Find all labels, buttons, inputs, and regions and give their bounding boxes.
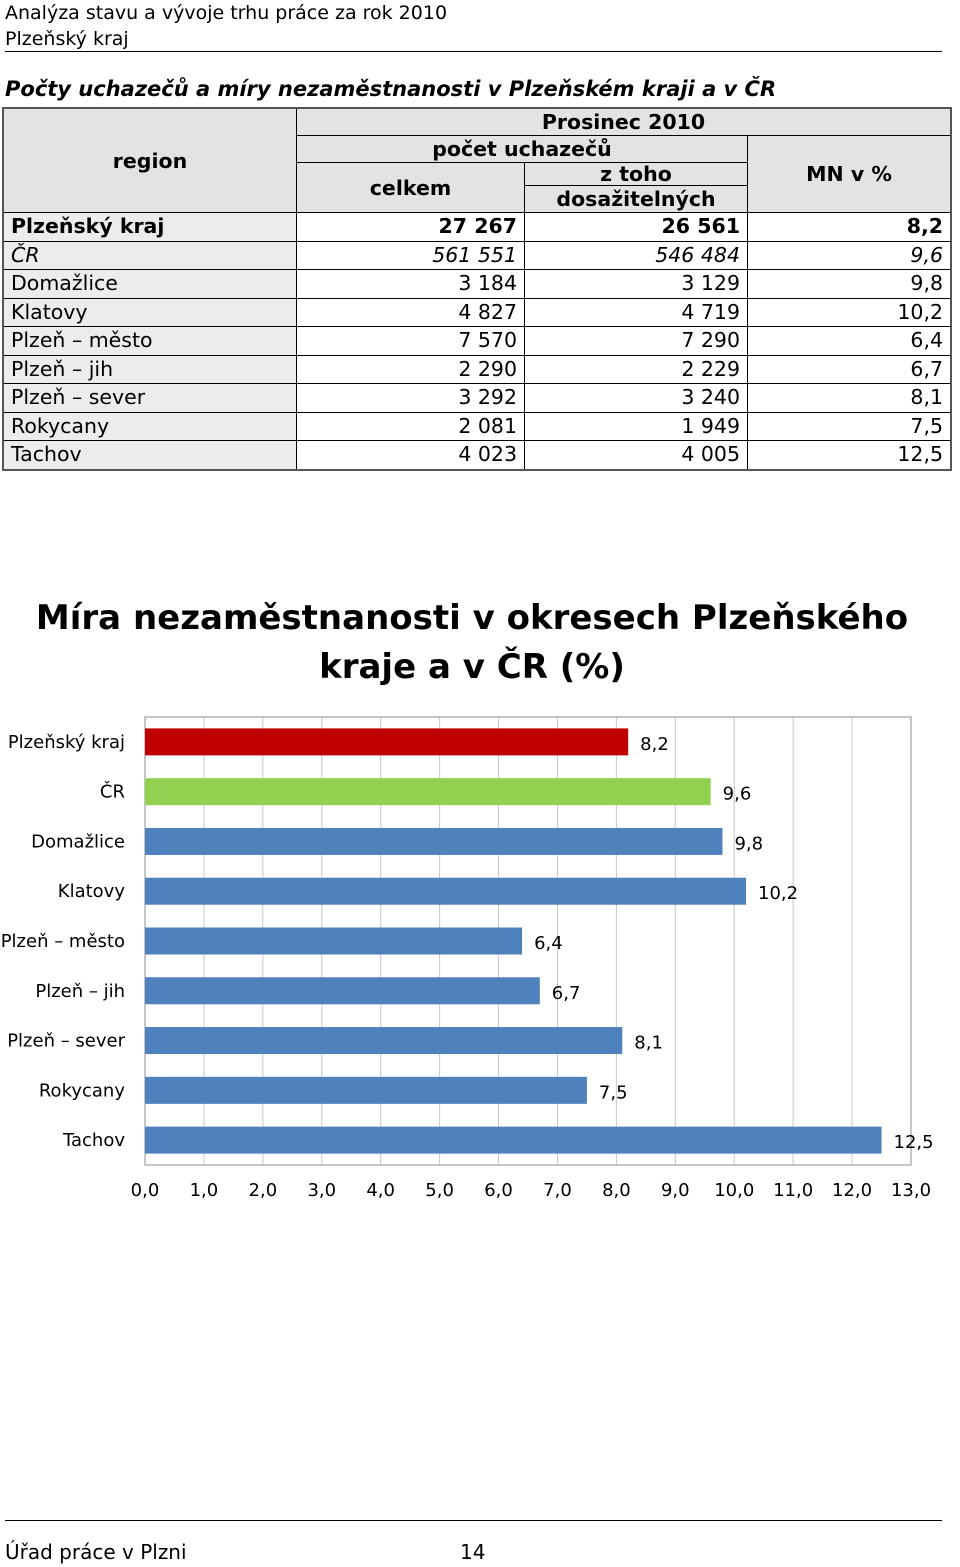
x-tick-label: 9,0 [660, 1180, 690, 1201]
bar [145, 928, 522, 955]
cell-total: 27 267 [297, 213, 525, 242]
cell-available: 4 005 [525, 441, 748, 470]
table-row [4, 270, 951, 299]
cell-total: 2 290 [297, 355, 525, 384]
category-label: Plzeňský kraj [7, 731, 125, 753]
period-header: Prosinec 2010 [297, 109, 951, 136]
cell-region: Plzeň – jih [4, 355, 297, 384]
data-label: 8,1 [634, 1032, 663, 1054]
cell-rate: 7,5 [748, 412, 951, 441]
x-tick-label: 2,0 [248, 1180, 278, 1201]
cell-rate: 12,5 [748, 441, 951, 470]
col-region-header: region [4, 109, 297, 213]
unemployment-rate-chart [0, 585, 960, 1235]
data-label: 6,7 [551, 982, 581, 1004]
table-row [4, 441, 951, 470]
cell-total: 7 570 [297, 327, 525, 356]
col-rate-header: MN v % [748, 136, 951, 213]
col-available-header-line2: dosažitelných [525, 186, 748, 213]
x-tick-label: 11,0 [773, 1180, 814, 1201]
cell-region: Plzeň – sever [4, 384, 297, 413]
x-tick-label: 13,0 [890, 1180, 932, 1201]
col-available-header-line1: z toho [525, 163, 748, 186]
data-label: 9,6 [722, 783, 752, 805]
bar [145, 728, 628, 755]
cell-total: 2 081 [297, 412, 525, 441]
category-label: Rokycany [38, 1080, 125, 1102]
cell-rate: 8,2 [748, 213, 951, 242]
data-label: 8,2 [640, 733, 669, 755]
x-tick-label: 12,0 [832, 1180, 873, 1201]
data-label: 10,2 [758, 883, 799, 905]
category-label: Klatovy [57, 881, 125, 903]
x-tick-label: 6,0 [484, 1180, 513, 1201]
cell-total: 4 827 [297, 298, 525, 327]
page-number: 14 [460, 1540, 486, 1564]
cell-available: 4 719 [525, 298, 748, 327]
table-body [4, 213, 951, 470]
cell-region: Klatovy [4, 298, 297, 327]
category-label: Domažlice [31, 831, 125, 853]
bar [145, 828, 722, 855]
cell-region: Domažlice [4, 270, 297, 299]
x-tick-label: 0,0 [130, 1180, 160, 1201]
table-row [4, 384, 951, 413]
cell-available: 26 561 [525, 213, 748, 242]
bar [145, 1127, 882, 1154]
header-title: Analýza stavu a vývoje trhu práce za rok 2010 [5, 2, 448, 24]
table-row [4, 298, 951, 327]
cell-region: ČR [4, 241, 297, 270]
category-label: ČR [99, 781, 125, 803]
x-tick-label: 5,0 [425, 1180, 454, 1201]
table-row [4, 213, 951, 242]
data-label: 12,5 [893, 1132, 934, 1154]
category-label: Tachov [62, 1130, 125, 1152]
data-label: 9,8 [734, 833, 764, 855]
table-row [4, 241, 951, 270]
cell-available: 7 290 [525, 327, 748, 356]
x-tick-label: 3,0 [307, 1180, 337, 1201]
col-total-header: celkem [297, 163, 525, 213]
data-label: 6,4 [534, 933, 563, 954]
cell-available: 546 484 [525, 241, 748, 270]
category-label: Plzeň – sever [7, 1030, 125, 1052]
cell-rate: 8,1 [748, 384, 951, 413]
cell-available: 3 129 [525, 270, 748, 299]
chart-title-line2: kraje a v ČR (%) [319, 647, 625, 687]
cell-rate: 10,2 [748, 298, 951, 327]
cell-total: 4 023 [297, 441, 525, 470]
x-tick-label: 1,0 [189, 1180, 219, 1201]
x-tick-label: 7,0 [543, 1180, 572, 1201]
cell-available: 2 229 [525, 355, 748, 384]
bar [145, 1027, 622, 1054]
cell-total: 3 184 [297, 270, 525, 299]
category-label: Plzeň – jih [35, 980, 125, 1002]
cell-rate: 9,8 [748, 270, 951, 299]
bar [145, 878, 746, 905]
bar [145, 778, 711, 805]
cell-region: Plzeň – město [4, 327, 297, 356]
cell-available: 1 949 [525, 412, 748, 441]
x-tick-label: 8,0 [602, 1180, 631, 1201]
footer-office: Úřad práce v Plzni [5, 1540, 187, 1564]
header-region: Plzeňský kraj [5, 28, 129, 50]
cell-region: Plzeňský kraj [4, 213, 297, 242]
bar [145, 1077, 587, 1104]
cell-region: Tachov [4, 441, 297, 470]
category-label: Plzeň – město [0, 931, 125, 952]
table-row [4, 412, 951, 441]
cell-rate: 9,6 [748, 241, 951, 270]
x-tick-label: 4,0 [366, 1180, 396, 1201]
data-label: 7,5 [598, 1082, 628, 1104]
chart-title-line1: Míra nezaměstnanosti v okresech Plzeňského [35, 598, 909, 638]
plot-area [1, 717, 934, 1201]
bar [145, 977, 540, 1004]
cell-rate: 6,4 [748, 327, 951, 356]
cell-available: 3 240 [525, 384, 748, 413]
cell-region: Rokycany [4, 412, 297, 441]
footer-rule [5, 1520, 942, 1521]
table-row [4, 327, 951, 356]
unemployment-table [3, 108, 951, 470]
count-group-header: počet uchazečů [297, 136, 748, 163]
x-tick-label: 10,0 [714, 1180, 755, 1201]
cell-total: 3 292 [297, 384, 525, 413]
cell-rate: 6,7 [748, 355, 951, 384]
cell-total: 561 551 [297, 241, 525, 270]
table-row [4, 355, 951, 384]
header-rule [5, 51, 942, 52]
section-title: Počty uchazečů a míry nezaměstnanosti v Plzeňském kraji a v ČR [5, 77, 777, 101]
running-header [5, 0, 447, 52]
